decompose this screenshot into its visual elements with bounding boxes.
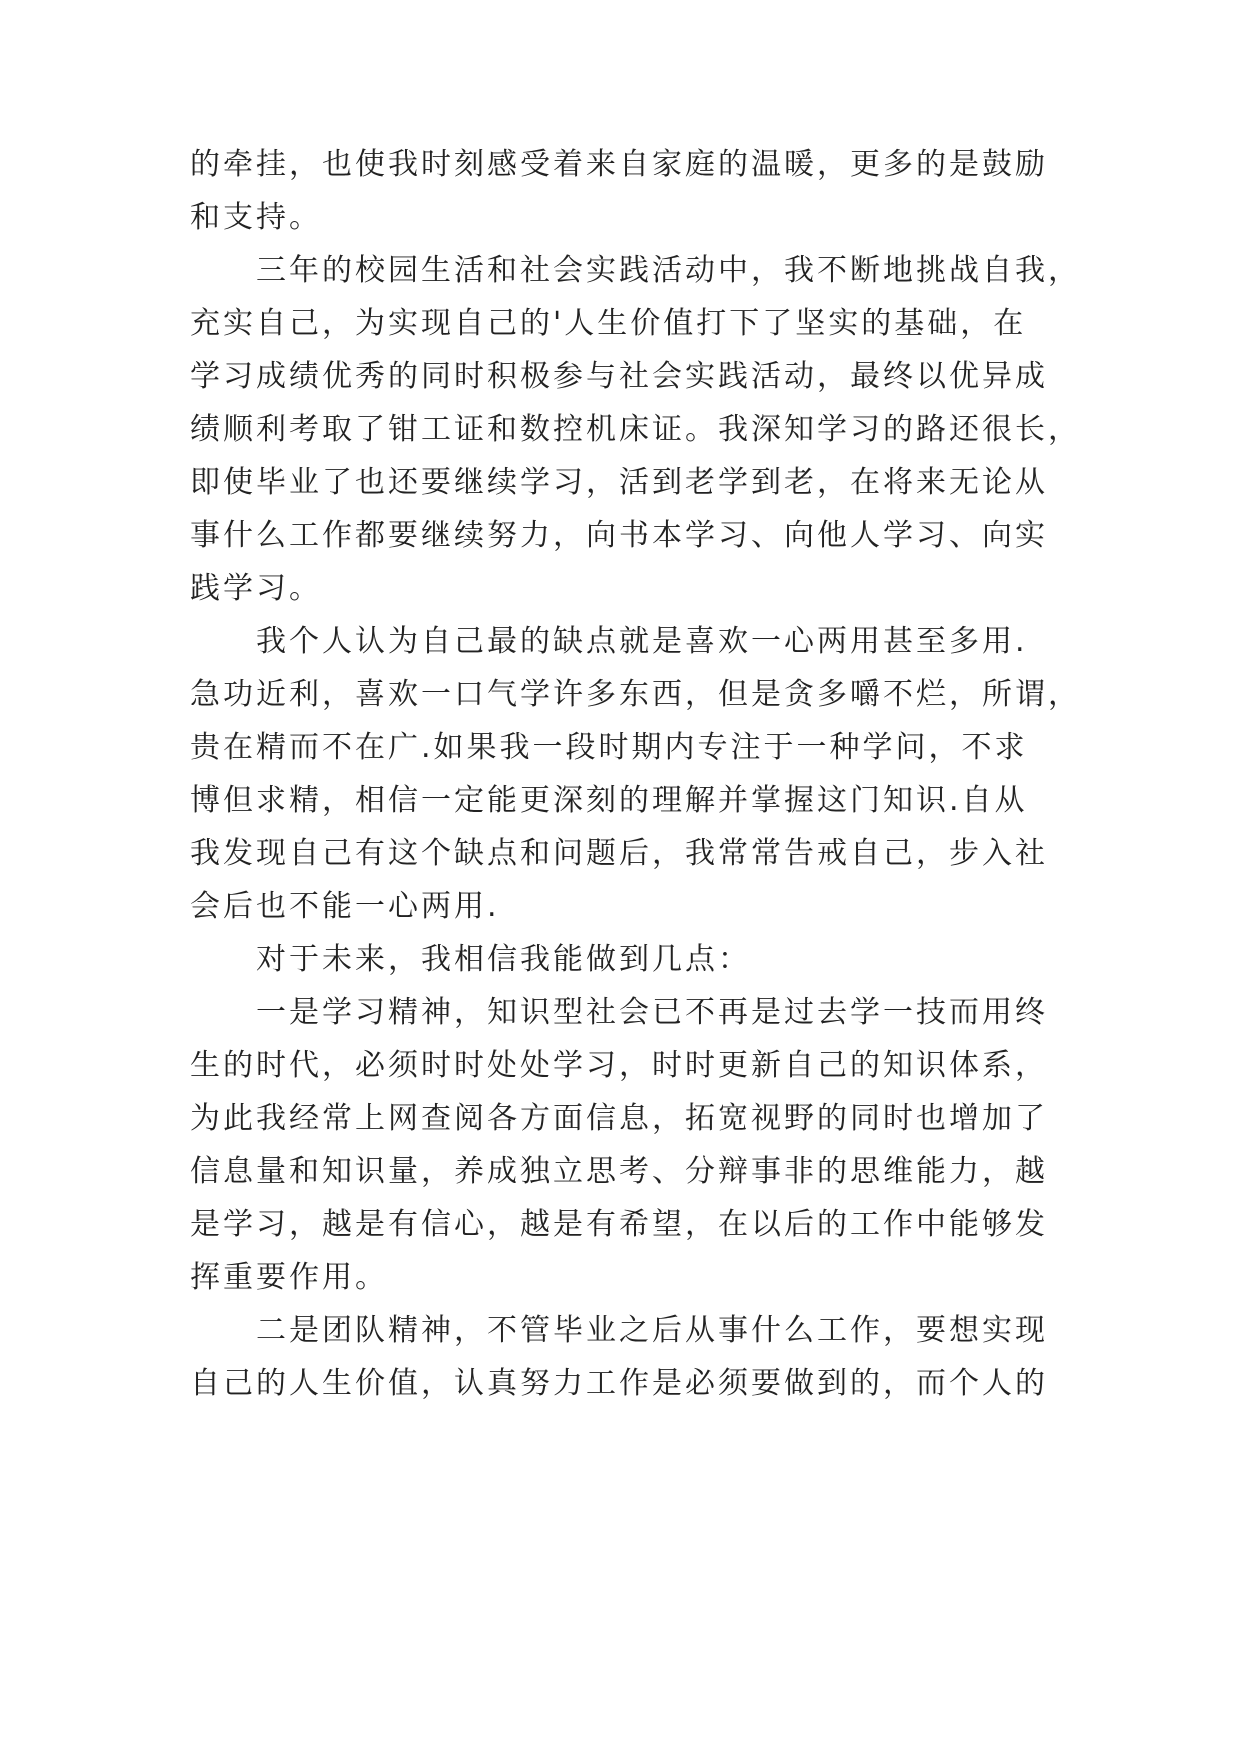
text-line: 是学习，越是有信心，越是有希望，在以后的工作中能够发: [190, 1207, 1048, 1242]
text-line: 事什么工作都要继续努力，向书本学习、向他人学习、向实: [190, 518, 1048, 553]
text-line: 即使毕业了也还要继续学习，活到老学到老，在将来无论从: [190, 465, 1048, 500]
text-line: 挥重要作用。: [190, 1260, 388, 1295]
text-line: 绩顺利考取了钳工证和数控机床证。我深知学习的路还很长，: [190, 412, 1081, 447]
text-line: 充实自己，为实现自己的'人生价值打下了坚实的基础，在: [190, 306, 1027, 341]
text-line: 自己的人生价值，认真努力工作是必须要做到的，而个人的: [190, 1366, 1048, 1401]
paragraph-first-line: 对于未来，我相信我能做到几点：: [256, 942, 751, 977]
text-line: 博但求精，相信一定能更深刻的理解并掌握这门知识.自从: [190, 783, 1028, 818]
text-line: 生的时代，必须时时处处学习，时时更新自己的知识体系，: [190, 1048, 1048, 1083]
paragraph-first-line: 三年的校园生活和社会实践活动中，我不断地挑战自我，: [256, 253, 1081, 288]
paragraph-first-line: 一是学习精神，知识型社会已不再是过去学一技而用终: [256, 995, 1048, 1030]
text-line: 为此我经常上网查阅各方面信息，拓宽视野的同时也增加了: [190, 1101, 1048, 1136]
text-line: 急功近利，喜欢一口气学许多东西，但是贪多嚼不烂，所谓，: [190, 677, 1081, 712]
paragraph-first-line: 我个人认为自己最的缺点就是喜欢一心两用甚至多用.: [256, 624, 1028, 659]
text-line: 贵在精而不在广.如果我一段时期内专注于一种学问，不求: [190, 730, 1028, 765]
text-line: 学习成绩优秀的同时积极参与社会实践活动，最终以优异成: [190, 359, 1048, 394]
text-line: 的牵挂，也使我时刻感受着来自家庭的温暖，更多的是鼓励: [190, 147, 1048, 182]
text-line: 践学习。: [190, 571, 322, 606]
text-line: 和支持。: [190, 200, 322, 235]
text-line: 会后也不能一心两用.: [190, 889, 500, 924]
text-line: 我发现自己有这个缺点和问题后，我常常告戒自己，步入社: [190, 836, 1048, 871]
text-line: 信息量和知识量，养成独立思考、分辩事非的思维能力，越: [190, 1154, 1048, 1189]
paragraph-first-line: 二是团队精神，不管毕业之后从事什么工作，要想实现: [256, 1313, 1048, 1348]
